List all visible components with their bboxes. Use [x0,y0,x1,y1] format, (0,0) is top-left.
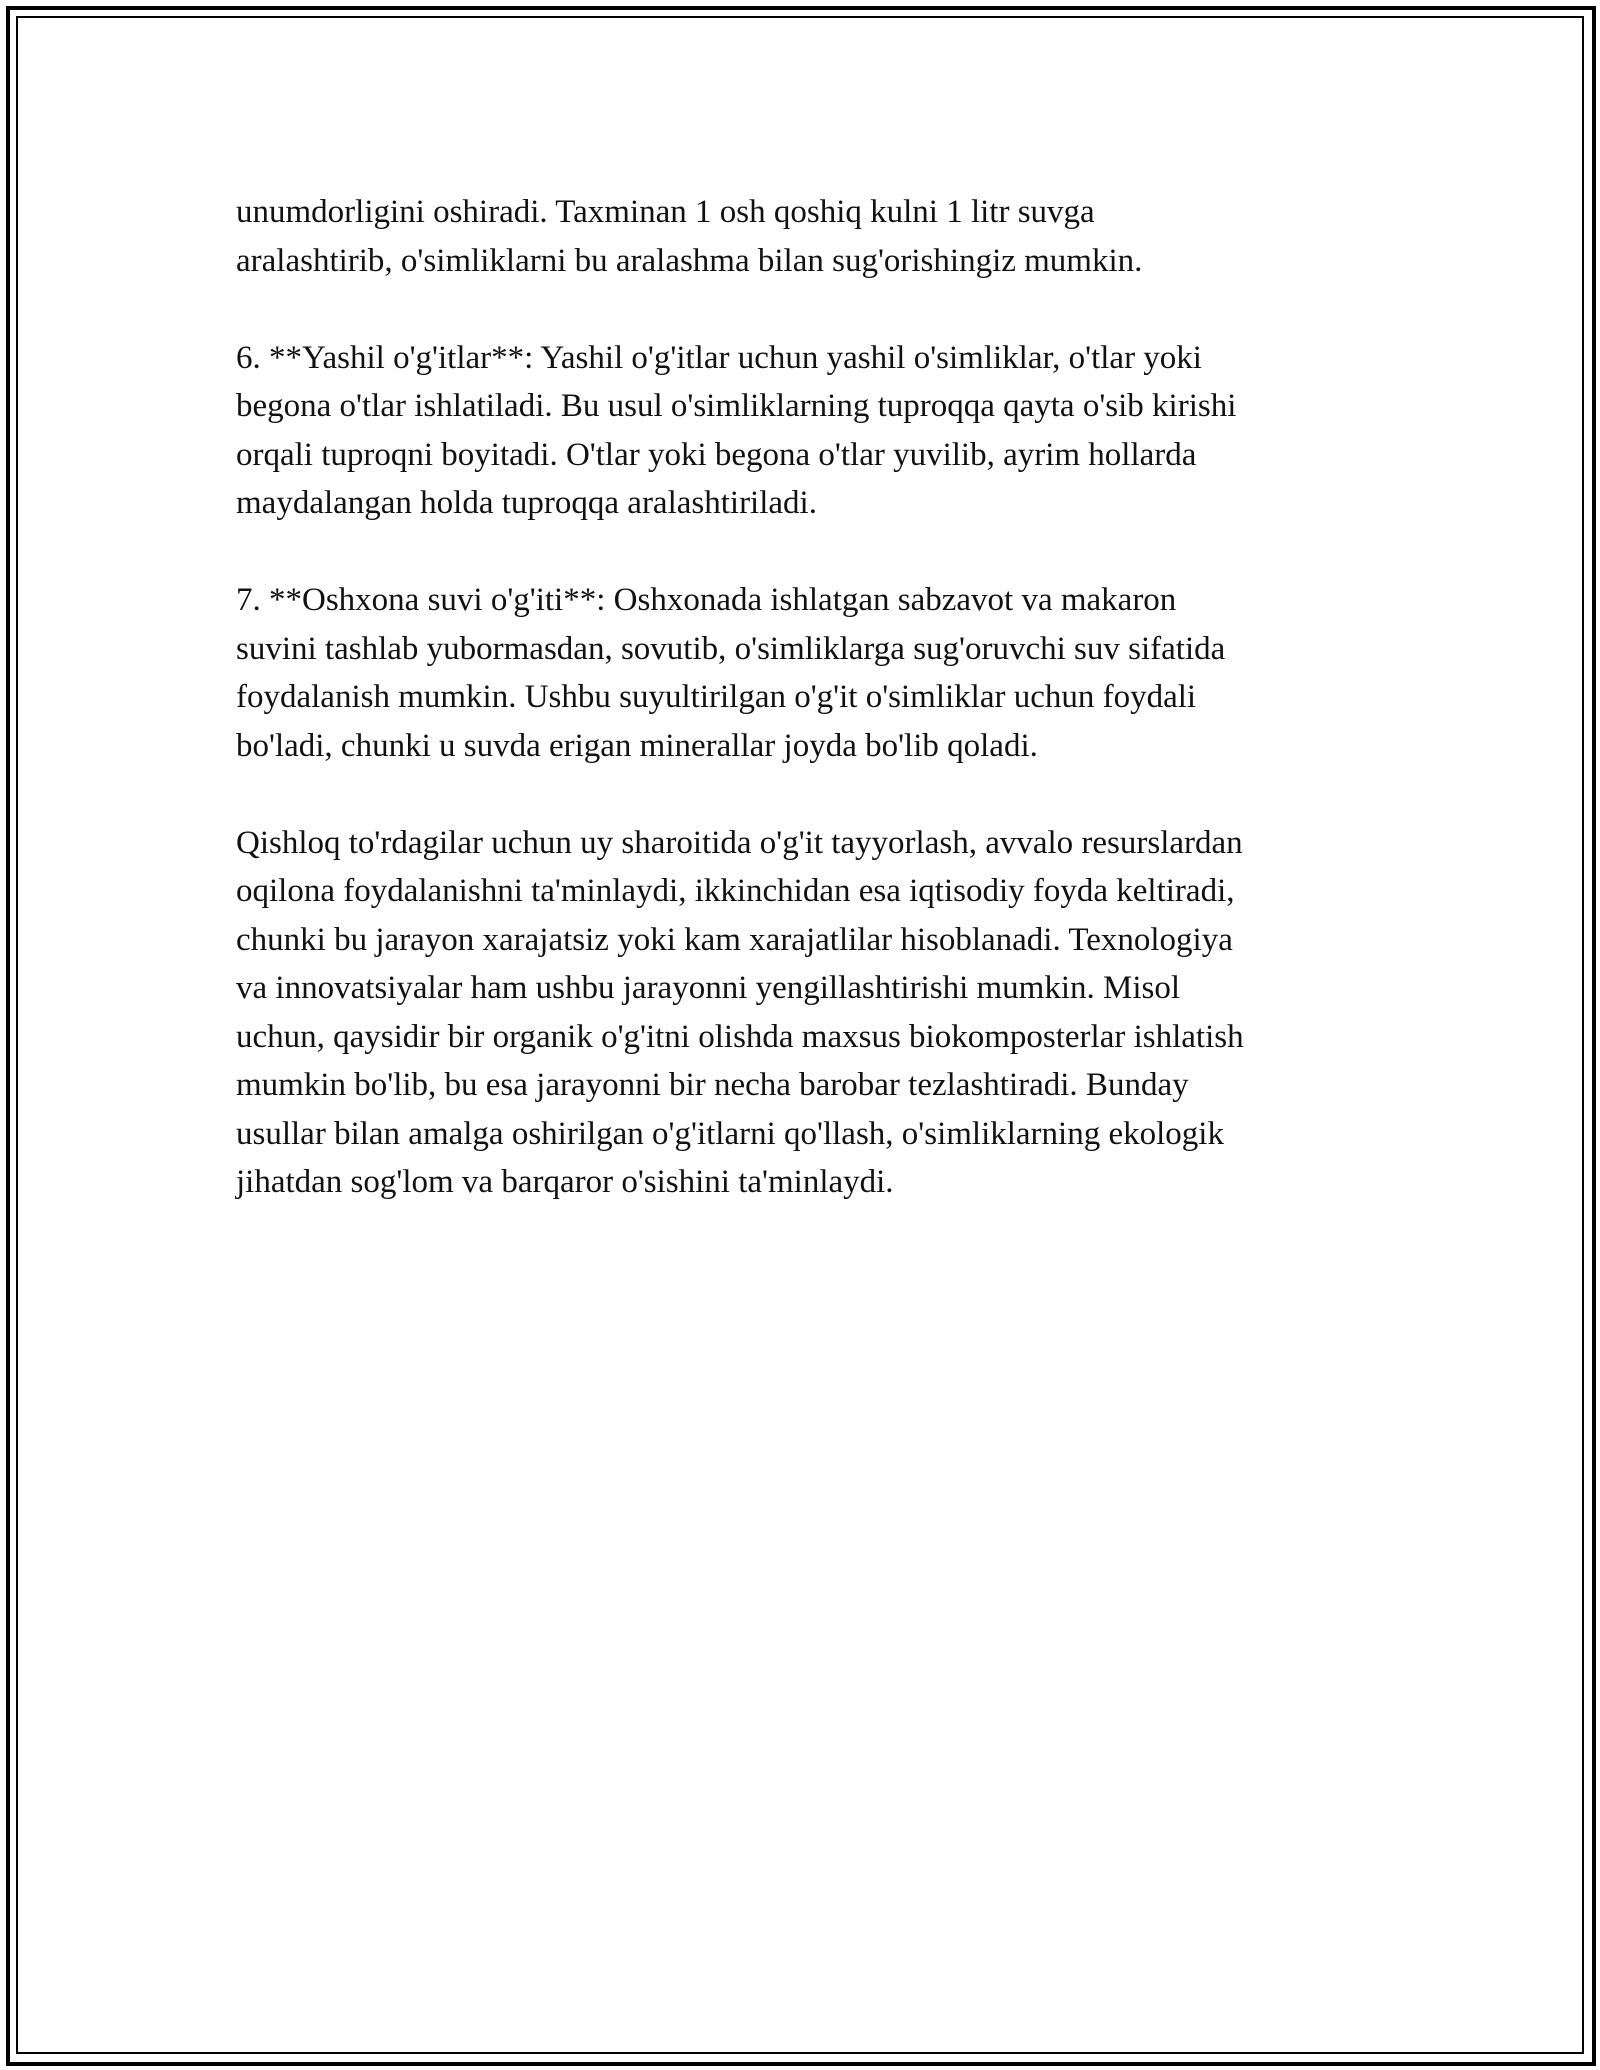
text-line: unumdorligini oshiradi. Taxminan 1 osh qoshiq kulni 1 litr suvga [236,194,1095,230]
text-line: begona o'tlar ishlatiladi. Bu usul o'simliklarning tuproqqa qayta o'sib kirishi [236,388,1237,424]
paragraph-kitchen-water-fertilizer [236,576,1366,770]
text-line: va innovatsiyalar ham ushbu jarayonni yengillashtirishi mumkin. Misol [236,970,1181,1006]
document-body [236,188,1366,1255]
text-line: orqali tuproqni boyitadi. O'tlar yoki begona o'tlar yuvilib, ayrim hollarda [236,436,1197,473]
paragraph-ash-fertilizer [236,188,1366,285]
text-line: aralashtirib, o'simliklarni bu aralashma bilan sug'orishingiz mumkin. [236,242,1143,279]
text-line: maydalangan holda tuproqqa aralashtiriladi. [236,485,817,521]
text-line: foydalanish mumkin. Ushbu suyultirilgan o'g'it o'simliklar uchun foydali [236,679,1197,715]
text-line: Qishloq to'rdagilar uchun uy sharoitida o'g'it tayyorlash, avvalo resurslardan [236,824,1243,861]
text-line: 6. **Yashil o'g'itlar**: Yashil o'g'itlar uchun yashil o'simliklar, o'tlar yoki [236,339,1202,376]
text-line: chunki bu jarayon xarajatsiz yoki kam xarajatlilar hisoblanadi. Texnologiya [236,921,1233,958]
text-line: jihatdan sog'lom va barqaror o'sishini ta'minlaydi. [236,1164,894,1200]
text-line: bo'ladi, chunki u suvda erigan minerallar joyda bo'lib qoladi. [236,727,1038,764]
text-line: usullar bilan amalga oshirilgan o'g'itlarni qo'llash, o'simliklarning ekologik [236,1115,1224,1152]
text-line: uchun, qaysidir bir organik o'g'itni olishda maxsus biokomposterlar ishlatish [236,1018,1244,1055]
text-line: 7. **Oshxona suvi o'g'iti**: Oshxonada ishlatgan sabzavot va makaron [236,582,1177,618]
paragraph-green-fertilizer [236,334,1366,528]
text-line: suvini tashlab yubormasdan, sovutib, o'simliklarga sug'oruvchi suv sifatida [236,630,1226,667]
text-line: mumkin bo'lib, bu esa jarayonni bir necha barobar tezlashtiradi. Bunday [236,1067,1189,1103]
text-line: oqilona foydalanishni ta'minlaydi, ikkinchidan esa iqtisodiy foyda keltiradi, [236,873,1235,909]
paragraph-conclusion [236,819,1366,1207]
